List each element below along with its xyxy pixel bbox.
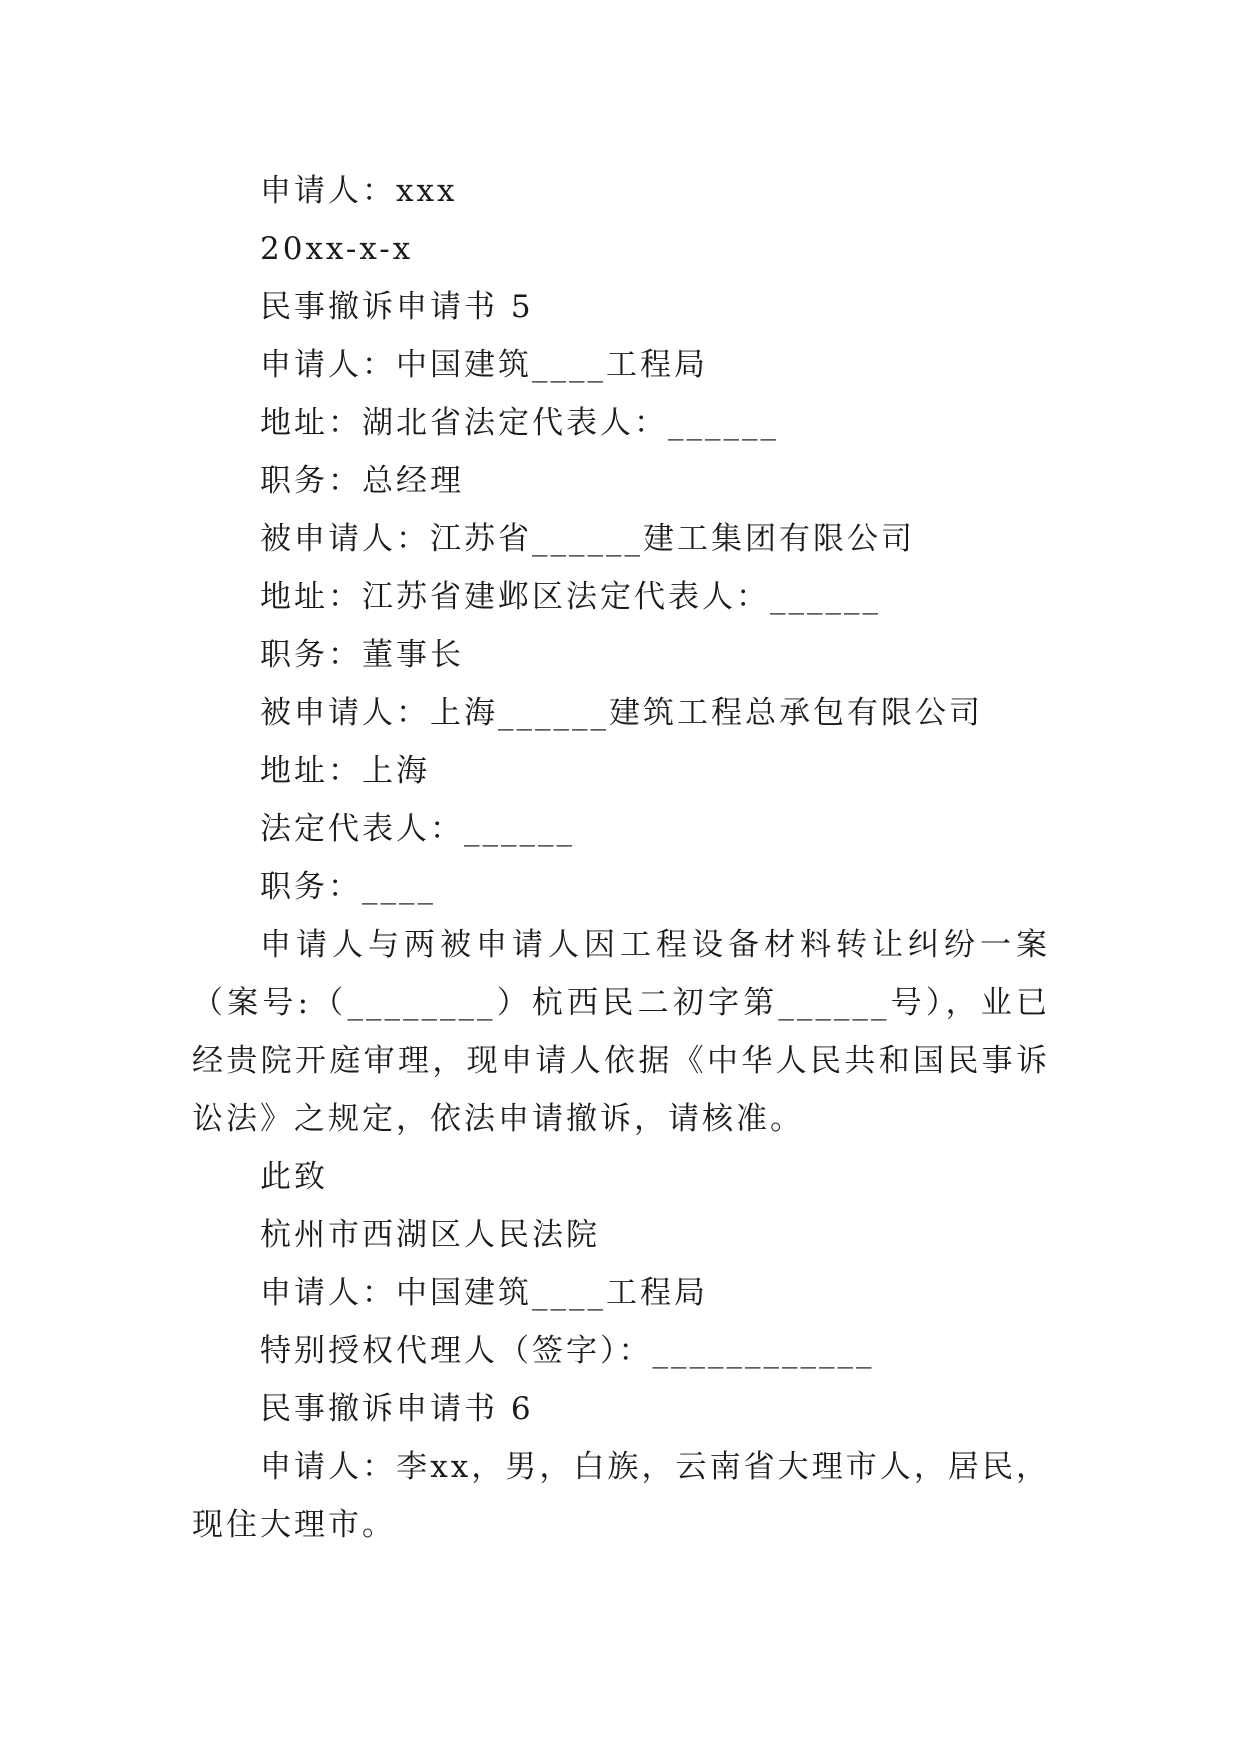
document-heading-6: 民事撤诉申请书 6 — [260, 1391, 534, 1427]
applicant-details-paragraph: 申请人：李xx，男，白族，云南省大理市人，居民，现住大理市。 — [192, 1449, 1050, 1543]
respondent-1-position-line: 职务：董事长 — [260, 637, 464, 673]
respondent-1-line: 被申请人：江苏省______建工集团有限公司 — [260, 521, 915, 557]
closing-applicant-line: 申请人：中国建筑____工程局 — [260, 1275, 708, 1311]
applicant-line: 申请人：xxx — [260, 173, 458, 209]
respondent-2-line: 被申请人：上海______建筑工程总承包有限公司 — [260, 695, 983, 731]
applicant-position-line: 职务：总经理 — [260, 463, 464, 499]
court-name-line: 杭州市西湖区人民法院 — [260, 1217, 600, 1253]
authorized-agent-signature-line: 特别授权代理人（签字）：____________ — [260, 1333, 875, 1369]
document-heading-5: 民事撤诉申请书 5 — [260, 289, 534, 325]
date-line: 20xx-x-x — [260, 231, 414, 267]
withdrawal-request-paragraph: 申请人与两被申请人因工程设备材料转让纠纷一案（案号:（________）杭西民二初字第______号），业已经贵院开庭审理，现申请人依据《中华人民共和国民事诉讼法》之规定，依法申请撤诉，请核准。 — [192, 927, 1050, 1137]
document-body — [192, 162, 1050, 1554]
applicant-name-line: 申请人：中国建筑____工程局 — [260, 347, 708, 383]
respondent-1-address-line: 地址：江苏省建邺区法定代表人：______ — [260, 579, 881, 615]
salutation-line: 此致 — [260, 1159, 328, 1195]
respondent-2-position-line: 职务：____ — [260, 869, 436, 905]
respondent-2-representative-line: 法定代表人：______ — [260, 811, 575, 847]
applicant-address-line: 地址：湖北省法定代表人：______ — [260, 405, 779, 441]
respondent-2-address-line: 地址：上海 — [260, 753, 430, 789]
